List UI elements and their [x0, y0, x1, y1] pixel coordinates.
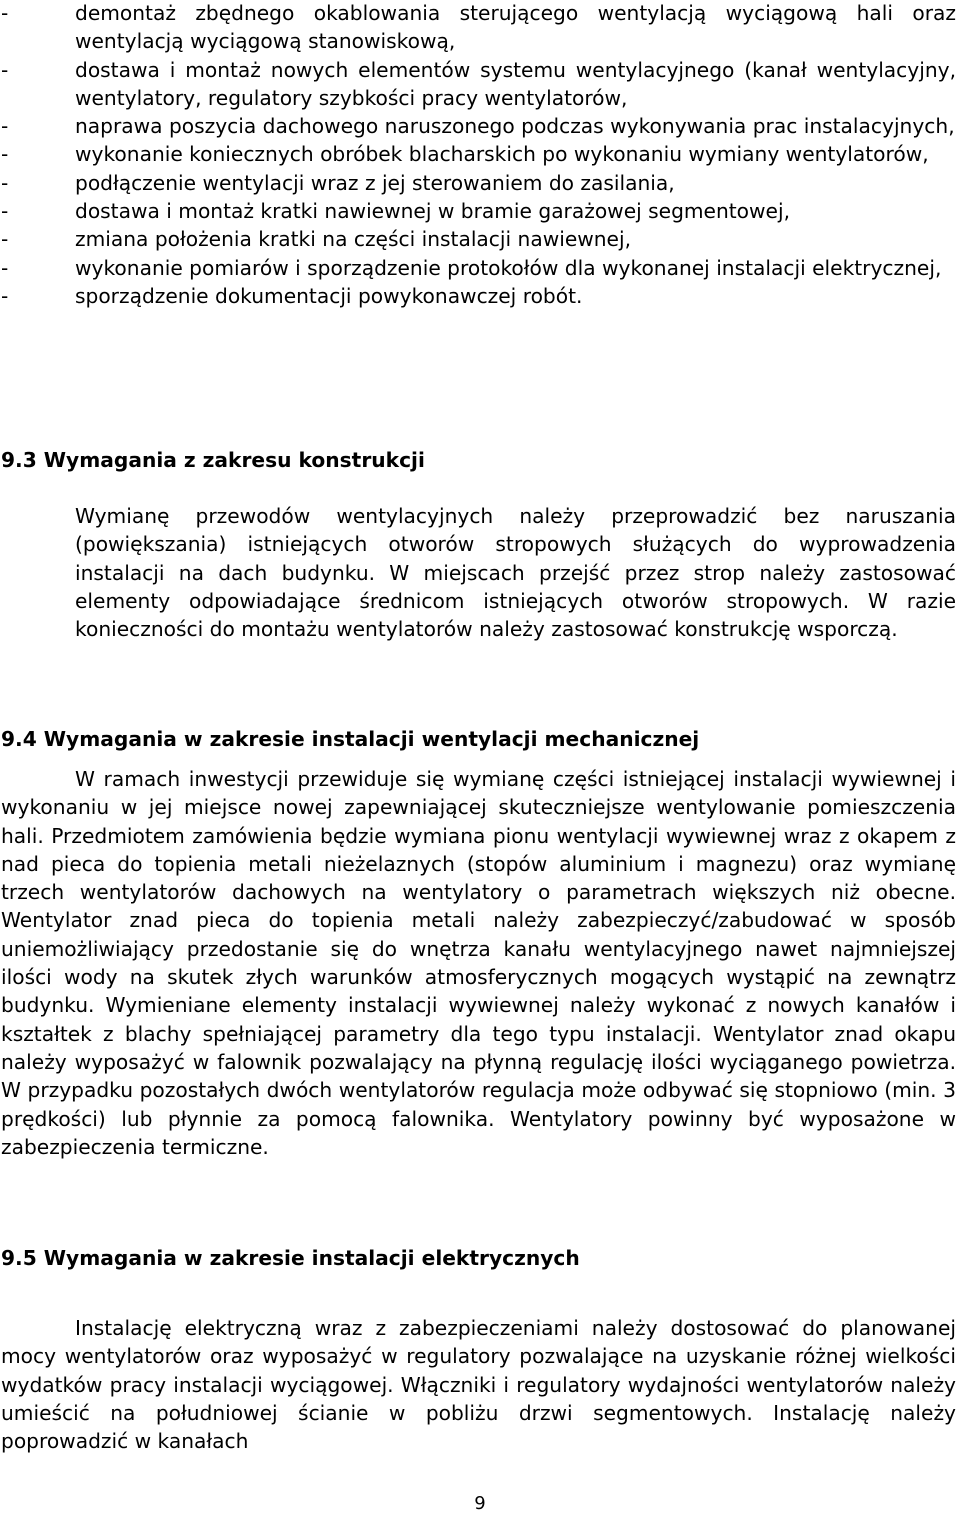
- list-item: [1, 254, 956, 282]
- section-heading-9-5: 9.5 Wymagania w zakresie instalacji elektrycznych: [1, 1246, 580, 1270]
- list-dash: -: [1, 1, 9, 25]
- section-heading-9-3: 9.3 Wymagania z zakresu konstrukcji: [1, 448, 425, 472]
- list-item-text: dostawa i montaż kratki nawiewnej w bramie garażowej segmentowej,: [75, 199, 790, 224]
- list-item: [1, 0, 956, 56]
- list-item: [1, 112, 956, 140]
- list-dash: -: [1, 227, 9, 252]
- list-item: [1, 56, 956, 113]
- list-item: [1, 169, 956, 197]
- section-body-9-3: Wymianę przewodów wentylacyjnych należy przeprowadzić bez naruszania (powiększania) istniejących otworów stropowych służących do wyprowadzenia instalacji na dach budynku. W miejscach przejść przez strop należy zastosować elementy odpowiadające średnicom istniejących otworów stropowych. W razie konieczności do montażu wentylatorów należy zastosować konstrukcję wsporczą.: [75, 504, 956, 642]
- list-item: [1, 282, 956, 310]
- list-dash: -: [1, 142, 9, 167]
- list-item-text: zmiana położenia kratki na części instalacji nawiewnej,: [75, 227, 631, 252]
- list-dash: -: [1, 255, 9, 280]
- list-dash: -: [1, 170, 9, 195]
- list-item-text: wykonanie pomiarów i sporządzenie protokołów dla wykonanej instalacji elektrycznej,: [75, 255, 942, 280]
- list-item-text: demontaż zbędnego okablowania sterującego wentylacją wyciągową hali oraz wentylacją wyciągową stanowiskową,: [75, 1, 956, 54]
- list-dash: -: [1, 57, 9, 82]
- page-number: 9: [474, 1493, 486, 1514]
- list-item-text: podłączenie wentylacji wraz z jej sterowaniem do zasilania,: [75, 170, 675, 195]
- list-item-text: dostawa i montaż nowych elementów systemu wentylacyjnego (kanał wentylacyjny, wentylatory, regulatory szybkości pracy wentylatorów,: [75, 57, 956, 110]
- list-item: [1, 140, 956, 168]
- work-scope-list: [1, 0, 956, 310]
- list-dash: -: [1, 283, 9, 308]
- section-heading-9-4: 9.4 Wymagania w zakresie instalacji wentylacji mechanicznej: [1, 727, 700, 751]
- section-body-9-5: Instalację elektryczną wraz z zabezpieczeniami należy dostosować do planowanej mocy wentylatorów oraz wyposażyć w regulatory pozwalające na uzyskanie różnej wielkości wydatków pracy instalacji wyciągowej. Włączniki i regulatory wydajności wentylatorów należy umieścić na południowej ścianie w pobliżu drzwi segmentowych. Instalację należy poprowadzić w kanałach: [1, 1316, 956, 1454]
- list-item-text: naprawa poszycia dachowego naruszonego podczas wykonywania prac instalacyjnych,: [75, 114, 955, 139]
- list-item-text: sporządzenie dokumentacji powykonawczej robót.: [75, 283, 583, 308]
- list-dash: -: [1, 114, 9, 139]
- list-item-text: wykonanie koniecznych obróbek blacharskich po wykonaniu wymiany wentylatorów,: [75, 142, 929, 167]
- section-body-9-4: W ramach inwestycji przewiduje się wymianę części istniejącej instalacji wywiewnej i wykonaniu w jej miejsce nowej zapewniającej skuteczniejsze wentylowanie pomieszczenia hali. Przedmiotem zamówienia będzie wymiana pionu wentylacji wywiewnej wraz z okapem z nad pieca do topienia metali nieżelaznych (stopów aluminium i magnezu) oraz wymianę trzech wentylatorów dachowych na wentylatory o parametrach większych niż obecne. Wentylator znad pieca do topienia metali należy zabezpieczyć/zabudować w sposób uniemożliwiający przedostanie się do wnętrza kanału wentylacyjnego nawet najmniejszej ilości wody na skutek złych warunków atmosferycznych mogących wystąpić na zewnątrz budynku. Wymieniane elementy instalacji wywiewnej należy wykonać z nowych kanałów i kształtek z blachy spełniającej parametry dla tego typu instalacji. Wentylator znad okapu należy wyposażyć w falownik pozwalający na płynną regulację ilości wyciąganego powietrza. W przypadku pozostałych dwóch wentylatorów regulacja może odbywać się stopniowo (min. 3 prędkości) lub płynnie za pomocą falownika. Wentylatory powinny być wyposażone w zabezpieczenia termiczne.: [1, 767, 956, 1159]
- list-dash: -: [1, 199, 9, 224]
- list-item: [1, 225, 956, 253]
- list-item: [1, 197, 956, 225]
